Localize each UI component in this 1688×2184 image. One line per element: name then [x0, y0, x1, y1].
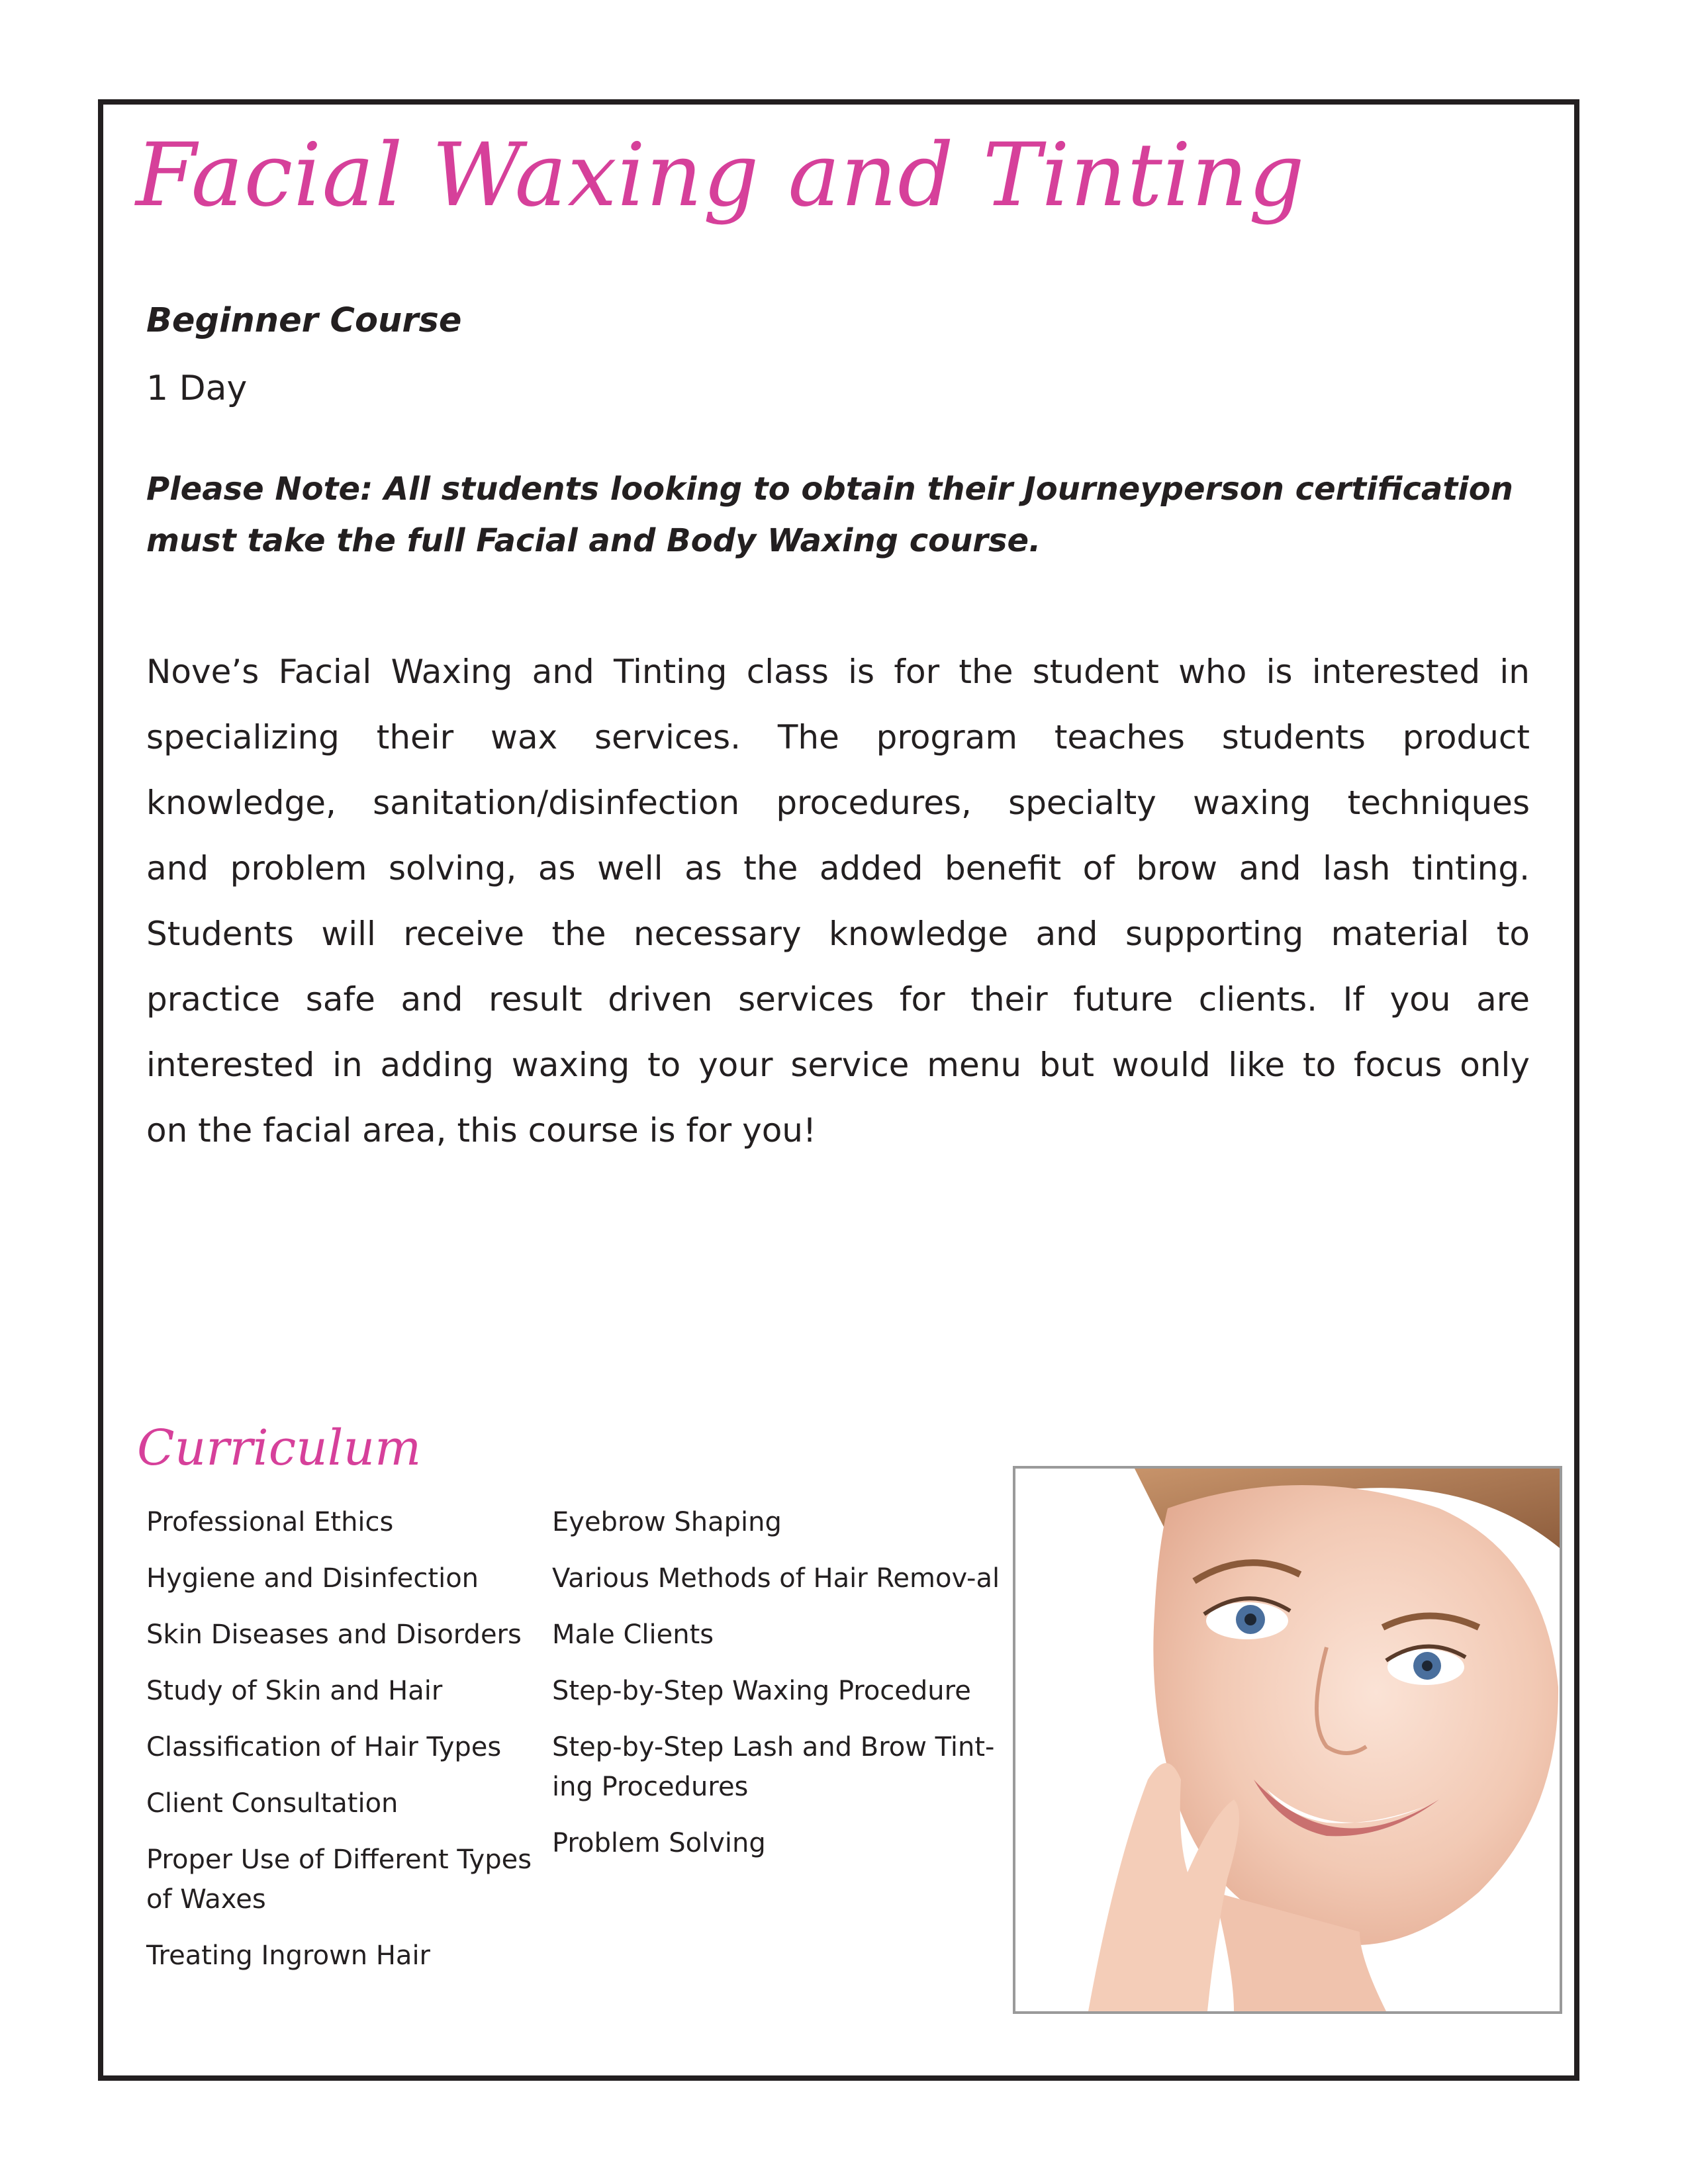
curriculum-heading: Curriculum	[137, 1420, 422, 1477]
description-line: Nove’s Facial Waxing and Tinting class is for the student who is interested in	[146, 653, 1530, 691]
description-line: and problem solving, as well as the added benefit of brow and lash tinting.	[146, 849, 1530, 887]
curriculum-item: Problem Solving	[552, 1828, 766, 1858]
course-description	[146, 639, 1530, 1163]
description-line: specializing their wax services. The program teaches students product	[146, 718, 1530, 756]
page-title: Facial Waxing and Tinting	[136, 124, 1305, 226]
curriculum-item: Treating Ingrown Hair	[146, 1940, 431, 1971]
curriculum-item: Step-by-Step Waxing Procedure	[552, 1676, 971, 1706]
note-line: Please Note: All students looking to obtain their Journeyperson certification	[146, 471, 1513, 508]
curriculum-item: Classification of Hair Types	[146, 1732, 502, 1762]
description-line: practice safe and result driven services for their future clients. If you are	[146, 980, 1530, 1019]
curriculum-item: Study of Skin and Hair	[146, 1676, 443, 1706]
certification-note	[146, 463, 1536, 567]
curriculum-item: Eyebrow Shaping	[552, 1507, 782, 1537]
course-duration: 1 Day	[146, 369, 248, 408]
face-illustration	[1015, 1469, 1560, 2011]
curriculum-item: Client Consultation	[146, 1788, 399, 1819]
curriculum-list-right	[552, 1502, 1002, 1880]
model-face-photo	[1013, 1466, 1562, 2014]
curriculum-item: Proper Use of Different Types of Waxes	[146, 1844, 532, 1915]
course-level: Beginner Course	[146, 301, 462, 340]
curriculum-item: Skin Diseases and Disorders	[146, 1619, 522, 1650]
description-line: knowledge, sanitation/disinfection procedures, specialty waxing techniques	[146, 784, 1530, 822]
curriculum-item: Various Methods of Hair Remov-al	[552, 1563, 1000, 1594]
curriculum-item: Hygiene and Disinfection	[146, 1563, 479, 1594]
curriculum-item: Professional Ethics	[146, 1507, 394, 1537]
description-line: interested in adding waxing to your service menu but would like to focus only	[146, 1046, 1530, 1084]
description-line: on the facial area, this course is for you!	[146, 1111, 817, 1150]
curriculum-list-left	[146, 1502, 543, 1992]
description-line: Students will receive the necessary knowledge and supporting material to	[146, 915, 1530, 953]
note-line: must take the full Facial and Body Waxing course.	[146, 522, 1041, 559]
curriculum-item: Step-by-Step Lash and Brow Tint-ing Procedures	[552, 1732, 995, 1802]
curriculum-item: Male Clients	[552, 1619, 714, 1650]
